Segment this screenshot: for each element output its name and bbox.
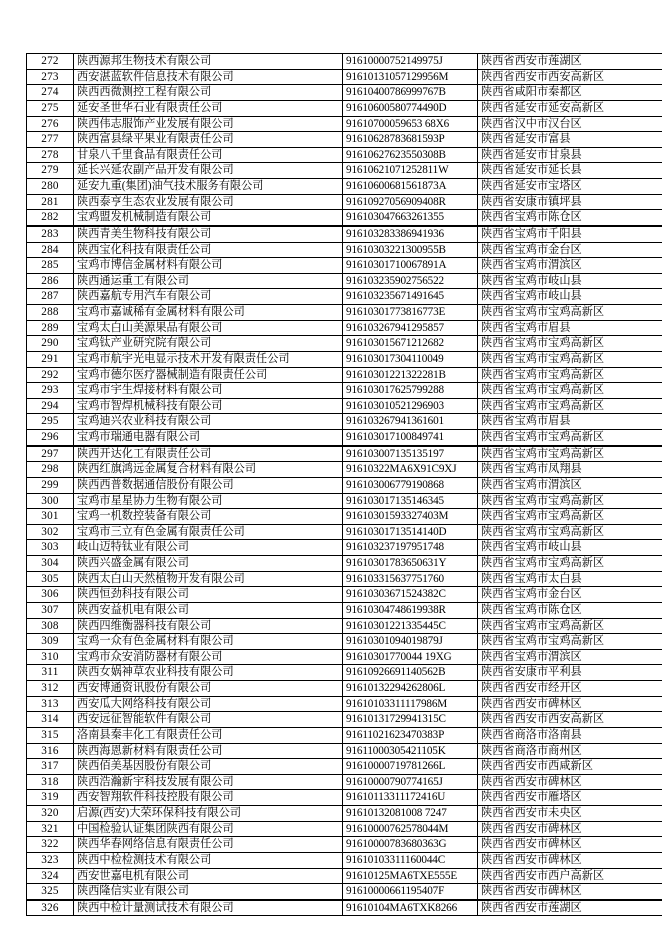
cell-sequence-number: 283 <box>27 226 74 242</box>
table-row <box>27 759 662 775</box>
cell-sequence-number: 291 <box>27 351 74 367</box>
cell-credit-code: 91610000719781266L <box>343 759 478 775</box>
table-row <box>27 556 662 572</box>
cell-company-name: 启源(西安)大荣环保科技有限公司 <box>74 806 343 822</box>
cell-region: 陕西省西安市碑林区 <box>478 852 662 868</box>
cell-company-name: 西安博通资讯股份有限公司 <box>74 681 343 697</box>
cell-sequence-number: 304 <box>27 556 74 572</box>
cell-sequence-number: 315 <box>27 727 74 743</box>
cell-region: 陕西省宝鸡市太白县 <box>478 571 662 587</box>
cell-credit-code: 91610301710067891A <box>343 258 478 274</box>
cell-credit-code: 91610303221300955B <box>343 242 478 258</box>
table-row <box>27 163 662 179</box>
cell-sequence-number: 309 <box>27 634 74 650</box>
cell-sequence-number: 311 <box>27 665 74 681</box>
cell-company-name: 宝鸡市众安消防器材有限公司 <box>74 649 343 665</box>
cell-region: 陕西省宝鸡市宝鸡高新区 <box>478 351 662 367</box>
table-row <box>27 540 662 556</box>
cell-region: 陕西省西安市碑林区 <box>478 696 662 712</box>
table-row <box>27 446 662 462</box>
cell-sequence-number: 318 <box>27 774 74 790</box>
cell-company-name: 宝鸡市三立有色金属有限责任公司 <box>74 524 343 540</box>
cell-company-name: 陕西安益机电有限公司 <box>74 602 343 618</box>
cell-credit-code: 91610301773816773E <box>343 305 478 321</box>
cell-credit-code: 916103267941295857 <box>343 320 478 336</box>
cell-company-name: 陕西恒劲科技有限公司 <box>74 587 343 603</box>
cell-sequence-number: 297 <box>27 446 74 462</box>
cell-sequence-number: 276 <box>27 116 74 132</box>
table-row <box>27 132 662 148</box>
cell-company-name: 陕西兴盛金属有限公司 <box>74 556 343 572</box>
cell-credit-code: 91610301713514140D <box>343 524 478 540</box>
cell-credit-code: 916103010521296903 <box>343 398 478 414</box>
cell-sequence-number: 288 <box>27 305 74 321</box>
cell-sequence-number: 317 <box>27 759 74 775</box>
cell-region: 陕西省西安市西户高新区 <box>478 868 662 884</box>
cell-credit-code: 916103017135146345 <box>343 493 478 509</box>
cell-credit-code: 916103017625799288 <box>343 383 478 399</box>
cell-sequence-number: 326 <box>27 900 74 916</box>
table-row <box>27 900 662 916</box>
cell-region: 陕西省宝鸡市凤翔县 <box>478 462 662 478</box>
company-registry-table <box>26 53 662 916</box>
cell-company-name: 宝鸡太白山美源果品有限公司 <box>74 320 343 336</box>
cell-company-name: 西安智翔软件科技控股有限公司 <box>74 790 343 806</box>
cell-company-name: 宝鸡市星星协力生物有限公司 <box>74 493 343 509</box>
cell-sequence-number: 320 <box>27 806 74 822</box>
cell-sequence-number: 282 <box>27 210 74 226</box>
cell-region: 陕西省宝鸡市金台区 <box>478 587 662 603</box>
cell-region: 陕西省宝鸡市宝鸡高新区 <box>478 556 662 572</box>
cell-region: 陕西省宝鸡市岐山县 <box>478 273 662 289</box>
cell-region: 陕西省宝鸡市陈仓区 <box>478 210 662 226</box>
cell-company-name: 宝鸡一众有色金属材料有限公司 <box>74 634 343 650</box>
cell-sequence-number: 301 <box>27 509 74 525</box>
table-row <box>27 743 662 759</box>
cell-company-name: 宝鸡市智焊机械科技有限公司 <box>74 398 343 414</box>
cell-sequence-number: 290 <box>27 336 74 352</box>
cell-company-name: 宝鸡钛产业研究院有限公司 <box>74 336 343 352</box>
table-row <box>27 884 662 900</box>
cell-region: 陕西省宝鸡市宝鸡高新区 <box>478 634 662 650</box>
cell-sequence-number: 298 <box>27 462 74 478</box>
cell-company-name: 陕西开达化工有限责任公司 <box>74 446 343 462</box>
table-row <box>27 367 662 383</box>
cell-credit-code: 91610131057129956M <box>343 69 478 85</box>
cell-company-name: 宝鸡市宇生焊接材料有限公司 <box>74 383 343 399</box>
cell-credit-code: 91610700059653 68X6 <box>343 116 478 132</box>
cell-region: 陕西省西安市西咸新区 <box>478 759 662 775</box>
table-row <box>27 602 662 618</box>
table-row <box>27 305 662 321</box>
cell-sequence-number: 314 <box>27 712 74 728</box>
table-row <box>27 258 662 274</box>
cell-credit-code: 916103235671491645 <box>343 289 478 305</box>
cell-region: 陕西省宝鸡市宝鸡高新区 <box>478 430 662 446</box>
cell-credit-code: 91610627623550308B <box>343 147 478 163</box>
cell-company-name: 西安湛蓝软件信息技术有限公司 <box>74 69 343 85</box>
cell-region: 陕西省宝鸡市宝鸡高新区 <box>478 493 662 509</box>
cell-credit-code: 91610301221335445C <box>343 618 478 634</box>
cell-company-name: 西安远征智能软件有限公司 <box>74 712 343 728</box>
cell-region: 陕西省西安市未央区 <box>478 806 662 822</box>
cell-company-name: 陕西西微测控工程有限公司 <box>74 85 343 101</box>
cell-credit-code: 91610125MA6TXE555E <box>343 868 478 884</box>
cell-region: 陕西省商洛市洛南县 <box>478 727 662 743</box>
table-row <box>27 821 662 837</box>
cell-credit-code: 916103237197951748 <box>343 540 478 556</box>
cell-region: 陕西省延安市宝塔区 <box>478 179 662 195</box>
registry-table-body <box>27 54 662 916</box>
cell-region: 陕西省西安市碑林区 <box>478 837 662 853</box>
cell-company-name: 陕西女娲神草农业科技有限公司 <box>74 665 343 681</box>
table-row <box>27 712 662 728</box>
cell-credit-code: 91610303671524382C <box>343 587 478 603</box>
table-row <box>27 774 662 790</box>
cell-region: 陕西省宝鸡市千阳县 <box>478 226 662 242</box>
cell-sequence-number: 303 <box>27 540 74 556</box>
cell-credit-code: 91610322MA6X91C9XJ <box>343 462 478 478</box>
cell-company-name: 岐山迈特钛业有限公司 <box>74 540 343 556</box>
cell-company-name: 陕西富县绿平果业有限责任公司 <box>74 132 343 148</box>
cell-sequence-number: 274 <box>27 85 74 101</box>
table-row <box>27 147 662 163</box>
table-row <box>27 85 662 101</box>
table-row <box>27 524 662 540</box>
cell-sequence-number: 323 <box>27 852 74 868</box>
cell-sequence-number: 293 <box>27 383 74 399</box>
cell-region: 陕西省延安市富县 <box>478 132 662 148</box>
cell-region: 陕西省西安市碑林区 <box>478 821 662 837</box>
cell-credit-code: 91610600681561873A <box>343 179 478 195</box>
cell-region: 陕西省宝鸡市宝鸡高新区 <box>478 336 662 352</box>
cell-credit-code: 91610113311172416U <box>343 790 478 806</box>
cell-credit-code: 916103017304110049 <box>343 351 478 367</box>
table-row <box>27 462 662 478</box>
cell-company-name: 宝鸡市瑞通电器有限公司 <box>74 430 343 446</box>
table-row <box>27 430 662 446</box>
cell-company-name: 中国检验认证集团陕西有限公司 <box>74 821 343 837</box>
cell-sequence-number: 319 <box>27 790 74 806</box>
cell-company-name: 陕西通运重工有限公司 <box>74 273 343 289</box>
table-row <box>27 587 662 603</box>
cell-region: 陕西省宝鸡市宝鸡高新区 <box>478 398 662 414</box>
table-row <box>27 618 662 634</box>
cell-sequence-number: 286 <box>27 273 74 289</box>
cell-credit-code: 916103315637751760 <box>343 571 478 587</box>
cell-region: 陕西省延安市延长县 <box>478 163 662 179</box>
cell-sequence-number: 273 <box>27 69 74 85</box>
cell-company-name: 陕西嘉航专用汽车有限公司 <box>74 289 343 305</box>
cell-sequence-number: 294 <box>27 398 74 414</box>
cell-credit-code: 91610132081008 7247 <box>343 806 478 822</box>
cell-region: 陕西省宝鸡市宝鸡高新区 <box>478 305 662 321</box>
cell-region: 陕西省安康市平利县 <box>478 665 662 681</box>
cell-credit-code: 91610103311117986M <box>343 696 478 712</box>
cell-credit-code: 916103015671212682 <box>343 336 478 352</box>
cell-company-name: 陕西隆信实业有限公司 <box>74 884 343 900</box>
cell-sequence-number: 299 <box>27 477 74 493</box>
cell-sequence-number: 325 <box>27 884 74 900</box>
cell-company-name: 陕西佰美基因股份有限公司 <box>74 759 343 775</box>
table-row <box>27 727 662 743</box>
cell-credit-code: 916103017100849741 <box>343 430 478 446</box>
table-row <box>27 868 662 884</box>
cell-company-name: 陕西青美生物科技有限公司 <box>74 226 343 242</box>
cell-company-name: 陕西红旗鸿远金属复合材料有限公司 <box>74 462 343 478</box>
table-row <box>27 398 662 414</box>
cell-region: 陕西省西安市西安高新区 <box>478 69 662 85</box>
table-row <box>27 852 662 868</box>
cell-region: 陕西省宝鸡市陈仓区 <box>478 602 662 618</box>
cell-region: 陕西省宝鸡市渭滨区 <box>478 649 662 665</box>
cell-credit-code: 91610301770044 19XG <box>343 649 478 665</box>
table-row <box>27 351 662 367</box>
cell-region: 陕西省宝鸡市金台区 <box>478 242 662 258</box>
cell-sequence-number: 316 <box>27 743 74 759</box>
table-row <box>27 696 662 712</box>
cell-company-name: 甘泉八千里食品有限责任公司 <box>74 147 343 163</box>
table-row <box>27 383 662 399</box>
table-row <box>27 320 662 336</box>
cell-region: 陕西省西安市西安高新区 <box>478 712 662 728</box>
cell-company-name: 陕西中检检测技术有限公司 <box>74 852 343 868</box>
table-row <box>27 493 662 509</box>
cell-sequence-number: 277 <box>27 132 74 148</box>
cell-credit-code: 91611000305421105K <box>343 743 478 759</box>
cell-company-name: 宝鸡市博信金属材料有限公司 <box>74 258 343 274</box>
cell-region: 陕西省宝鸡市渭滨区 <box>478 477 662 493</box>
cell-company-name: 西安世嘉电机有限公司 <box>74 868 343 884</box>
cell-region: 陕西省宝鸡市宝鸡高新区 <box>478 618 662 634</box>
cell-region: 陕西省宝鸡市眉县 <box>478 414 662 430</box>
cell-region: 陕西省汉中市汉台区 <box>478 116 662 132</box>
cell-credit-code: 91610628783681593P <box>343 132 478 148</box>
table-row <box>27 509 662 525</box>
cell-credit-code: 91610104MA6TXK8266 <box>343 900 478 916</box>
cell-credit-code: 91610621071252811W <box>343 163 478 179</box>
cell-company-name: 陕西太白山天然植物开发有限公司 <box>74 571 343 587</box>
cell-company-name: 陕西伟志服饰产业发展有限公司 <box>74 116 343 132</box>
table-row <box>27 414 662 430</box>
cell-sequence-number: 275 <box>27 100 74 116</box>
cell-company-name: 洛南县秦丰化工有限责任公司 <box>74 727 343 743</box>
cell-credit-code: 91611021623470383P <box>343 727 478 743</box>
cell-credit-code: 91610301593327403M <box>343 509 478 525</box>
cell-sequence-number: 272 <box>27 54 74 70</box>
table-row <box>27 226 662 242</box>
table-row <box>27 571 662 587</box>
cell-region: 陕西省宝鸡市岐山县 <box>478 289 662 305</box>
cell-company-name: 陕西四维衡器科技有限公司 <box>74 618 343 634</box>
cell-sequence-number: 310 <box>27 649 74 665</box>
cell-sequence-number: 302 <box>27 524 74 540</box>
cell-company-name: 陕西源邦生物技术有限公司 <box>74 54 343 70</box>
cell-credit-code: 916103007135135197 <box>343 446 478 462</box>
cell-credit-code: 91610926691140562B <box>343 665 478 681</box>
cell-sequence-number: 321 <box>27 821 74 837</box>
cell-region: 陕西省宝鸡市宝鸡高新区 <box>478 524 662 540</box>
table-row <box>27 634 662 650</box>
cell-region: 陕西省西安市经开区 <box>478 681 662 697</box>
table-row <box>27 806 662 822</box>
cell-company-name: 陕西海恩新材料有限责任公司 <box>74 743 343 759</box>
cell-company-name: 宝鸡盟发机械制造有限公司 <box>74 210 343 226</box>
cell-sequence-number: 305 <box>27 571 74 587</box>
cell-sequence-number: 295 <box>27 414 74 430</box>
cell-company-name: 延安九重(集团)油气技术服务有限公司 <box>74 179 343 195</box>
registry-table-container <box>26 53 637 916</box>
cell-region: 陕西省宝鸡市岐山县 <box>478 540 662 556</box>
table-row <box>27 289 662 305</box>
cell-credit-code: 916103283386941936 <box>343 226 478 242</box>
cell-region: 陕西省宝鸡市渭滨区 <box>478 258 662 274</box>
cell-sequence-number: 285 <box>27 258 74 274</box>
cell-region: 陕西省宝鸡市眉县 <box>478 320 662 336</box>
cell-sequence-number: 300 <box>27 493 74 509</box>
cell-company-name: 陕西华春网络信息有限责任公司 <box>74 837 343 853</box>
cell-region: 陕西省西安市碑林区 <box>478 884 662 900</box>
cell-credit-code: 91610000783680363G <box>343 837 478 853</box>
cell-credit-code: 91610301783650631Y <box>343 556 478 572</box>
table-row <box>27 790 662 806</box>
cell-region: 陕西省安康市镇坪县 <box>478 194 662 210</box>
cell-region: 陕西省宝鸡市宝鸡高新区 <box>478 367 662 383</box>
cell-credit-code: 91610400786999767B <box>343 85 478 101</box>
cell-company-name: 延长兴延农副产品开发有限公司 <box>74 163 343 179</box>
table-row <box>27 837 662 853</box>
cell-sequence-number: 324 <box>27 868 74 884</box>
table-row <box>27 649 662 665</box>
cell-sequence-number: 313 <box>27 696 74 712</box>
cell-company-name: 延安圣世华石业有限责任公司 <box>74 100 343 116</box>
cell-company-name: 陕西中检计量测试技术有限公司 <box>74 900 343 916</box>
table-row <box>27 273 662 289</box>
cell-company-name: 宝鸡一机数控装备有限公司 <box>74 509 343 525</box>
cell-sequence-number: 306 <box>27 587 74 603</box>
cell-credit-code: 91610132294262806L <box>343 681 478 697</box>
table-row <box>27 54 662 70</box>
cell-company-name: 陕西宝化科技有限责任公司 <box>74 242 343 258</box>
table-row <box>27 336 662 352</box>
table-row <box>27 681 662 697</box>
cell-sequence-number: 289 <box>27 320 74 336</box>
table-row <box>27 116 662 132</box>
table-row <box>27 242 662 258</box>
table-row <box>27 477 662 493</box>
table-row <box>27 210 662 226</box>
cell-credit-code: 916103006779190868 <box>343 477 478 493</box>
table-row <box>27 69 662 85</box>
cell-company-name: 宝鸡市德尔医疗器械制造有限责任公司 <box>74 367 343 383</box>
cell-sequence-number: 308 <box>27 618 74 634</box>
cell-credit-code: 91610304748619938R <box>343 602 478 618</box>
cell-credit-code: 91610000790774165J <box>343 774 478 790</box>
cell-sequence-number: 278 <box>27 147 74 163</box>
cell-region: 陕西省西安市雁塔区 <box>478 790 662 806</box>
cell-company-name: 陕西浩瀚新宇科技发展有限公司 <box>74 774 343 790</box>
cell-credit-code: 916103235902756522 <box>343 273 478 289</box>
cell-credit-code: 91610927056909408R <box>343 194 478 210</box>
cell-region: 陕西省宝鸡市宝鸡高新区 <box>478 446 662 462</box>
table-row <box>27 179 662 195</box>
cell-sequence-number: 307 <box>27 602 74 618</box>
cell-company-name: 陕西泰亨生态农业发展有限公司 <box>74 194 343 210</box>
cell-company-name: 西安瓜大网络科技有限公司 <box>74 696 343 712</box>
cell-sequence-number: 292 <box>27 367 74 383</box>
cell-credit-code: 91610301221322281B <box>343 367 478 383</box>
cell-region: 陕西省商洛市商州区 <box>478 743 662 759</box>
cell-region: 陕西省延安市延安高新区 <box>478 100 662 116</box>
cell-credit-code: 91610103311160044C <box>343 852 478 868</box>
cell-region: 陕西省西安市莲湖区 <box>478 900 662 916</box>
cell-region: 陕西省西安市莲湖区 <box>478 54 662 70</box>
cell-sequence-number: 322 <box>27 837 74 853</box>
cell-region: 陕西省宝鸡市宝鸡高新区 <box>478 509 662 525</box>
table-row <box>27 100 662 116</box>
cell-credit-code: 91610301094019879J <box>343 634 478 650</box>
cell-region: 陕西省延安市甘泉县 <box>478 147 662 163</box>
cell-sequence-number: 281 <box>27 194 74 210</box>
cell-credit-code: 91610000752149975J <box>343 54 478 70</box>
cell-credit-code: 91610600580774490D <box>343 100 478 116</box>
cell-company-name: 宝鸡市航宇光电显示技术开发有限责任公司 <box>74 351 343 367</box>
cell-company-name: 宝鸡迪兴农业科技有限公司 <box>74 414 343 430</box>
cell-company-name: 陕西西普数据通信股份有限公司 <box>74 477 343 493</box>
cell-region: 陕西省咸阳市秦都区 <box>478 85 662 101</box>
cell-sequence-number: 287 <box>27 289 74 305</box>
table-row <box>27 194 662 210</box>
cell-region: 陕西省宝鸡市宝鸡高新区 <box>478 383 662 399</box>
cell-sequence-number: 296 <box>27 430 74 446</box>
cell-credit-code: 91610000661195407F <box>343 884 478 900</box>
cell-credit-code: 916103047663261355 <box>343 210 478 226</box>
cell-credit-code: 91610131729941315C <box>343 712 478 728</box>
cell-sequence-number: 312 <box>27 681 74 697</box>
cell-credit-code: 916103267941361601 <box>343 414 478 430</box>
cell-company-name: 宝鸡市嘉诚稀有金属材料有限公司 <box>74 305 343 321</box>
cell-credit-code: 91610000762578044M <box>343 821 478 837</box>
table-row <box>27 665 662 681</box>
cell-region: 陕西省西安市碑林区 <box>478 774 662 790</box>
cell-sequence-number: 284 <box>27 242 74 258</box>
cell-sequence-number: 279 <box>27 163 74 179</box>
cell-sequence-number: 280 <box>27 179 74 195</box>
